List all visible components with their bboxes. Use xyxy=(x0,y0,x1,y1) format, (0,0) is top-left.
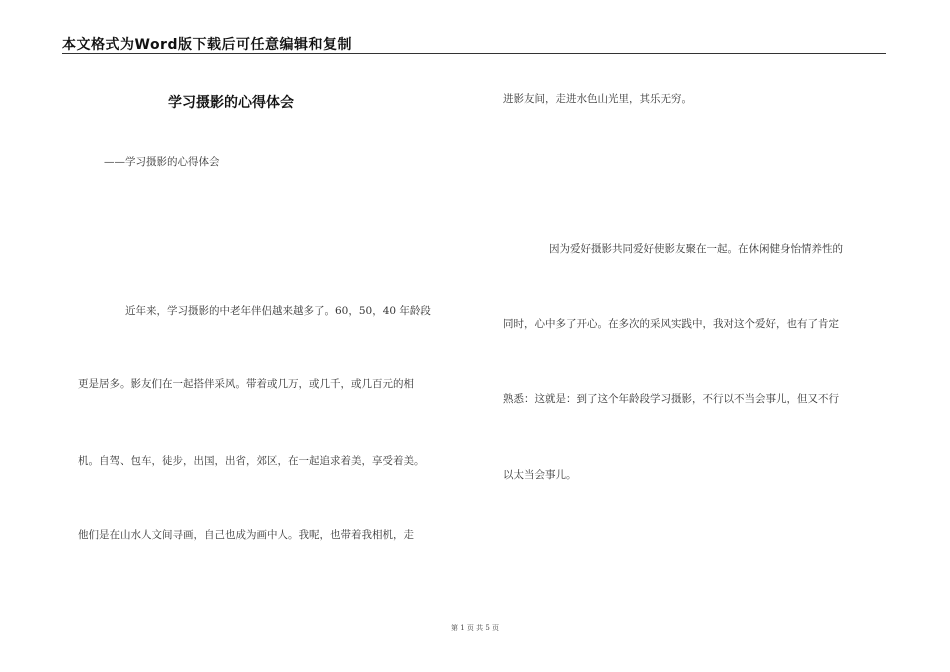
document-title: 学习摄影的心得体会 xyxy=(168,95,294,111)
body-line-right-1: 进影友间，走进水色山光里，其乐无穷。 xyxy=(503,93,692,105)
page-number: 第 1 页 共 5 页 xyxy=(450,624,500,632)
body-line-left-2: 更是居多。影友们在一起搭伴采风。带着或几万，或几千，或几百元的相 xyxy=(78,378,414,390)
body-line-right-2: 因为爱好摄影共同爱好使影友聚在一起。在休闲健身怡情养性的 xyxy=(549,243,843,255)
body-line-right-5: 以太当会事儿。 xyxy=(503,469,577,481)
body-line-left-3: 机。自驾、包车，徒步，出国，出省，郊区，在一起追求着美，享受着美。 xyxy=(78,455,425,467)
body-line-left-4: 他们是在山水人文间寻画，自己也成为画中人。我呢，也带着我相机，走 xyxy=(78,529,414,541)
body-line-left-1: 近年来，学习摄影的中老年伴侣越来越多了。60，50，40 年龄段 xyxy=(125,305,431,317)
body-line-right-4: 熟悉：这就是：到了这个年龄段学习摄影，不行以不当会事儿，但又不行 xyxy=(503,393,839,405)
document-banner: 本文格式为Word版下载后可任意编辑和复制 xyxy=(62,37,352,53)
header-divider xyxy=(62,53,886,54)
body-line-right-3: 同时，心中多了开心。在多次的采风实践中，我对这个爱好，也有了肯定 xyxy=(503,318,839,330)
document-subtitle: ——学习摄影的心得体会 xyxy=(104,156,220,168)
